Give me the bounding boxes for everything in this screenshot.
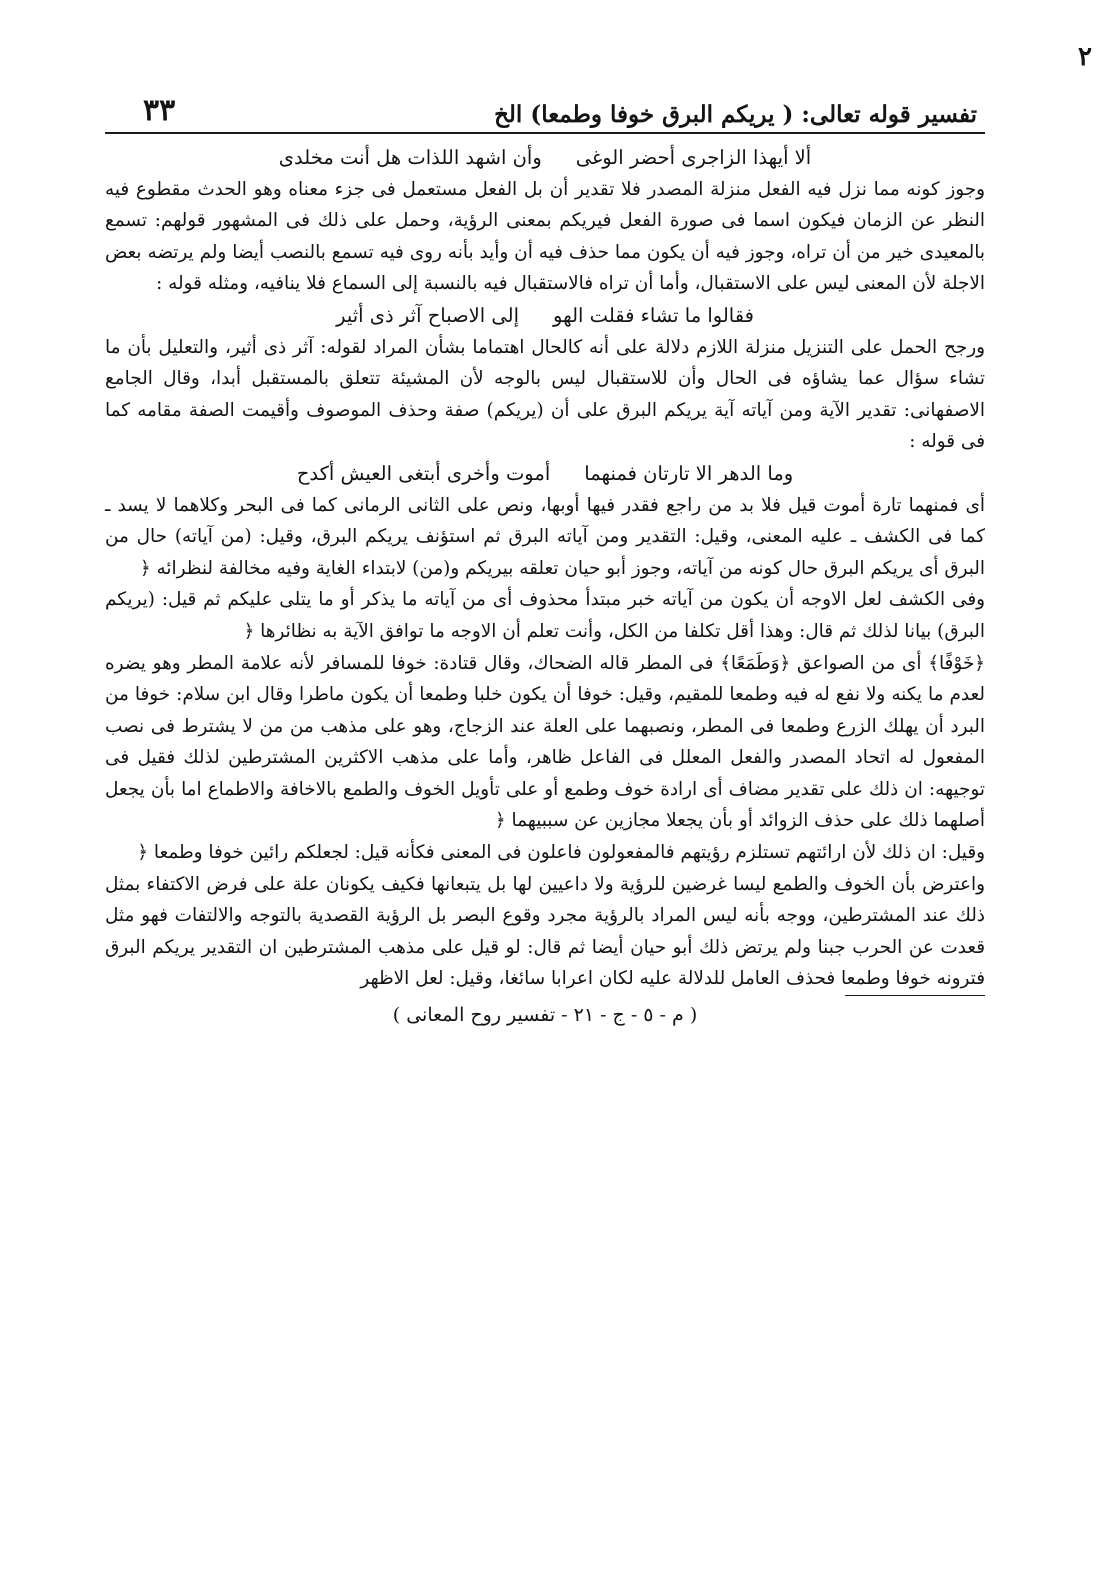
verse-2-hemistich-right: فقالوا ما تشاء فقلت الهو xyxy=(553,303,754,327)
page-corner-mark: ٢ xyxy=(1078,42,1092,72)
verse-3-hemistich-right: وما الدهر الا تارتان فمنهما xyxy=(584,461,794,485)
page xyxy=(105,88,985,1032)
verse-1-hemistich-right: ألا أيهذا الزاجرى أحضر الوغى xyxy=(575,146,812,169)
paragraph-5: ﴿خَوْفًا﴾ أى من الصواعق ﴿وَطَمَعًا﴾ فى المطر قاله الضحاك، وقال قتادة: خوفا للمسافر لأنه علامة المطر وهو يضره لعدم ما يكنه ولا نفع له فيه وطمعا للمقيم، وقيل: خوفا أن يكون خلبا وطمعا أن يكون ماطرا وقال ابن سلام: خوفا من البرد أن يهلك الزرع وطمعا فى المطر، ونصبهما على العلة عند الزجاج، وهو على مذهب من من لا يشترط فى نصب المفعول له اتحاد المصدر والفعل المعلل فى الفاعل ظاهر، وأما على مذهب الاكثرين المشترطين لذلك فقيل فى توجيهه: ان ذلك على تقدير مضاف أى ارادة خوف وطمع أو على تأويل الخوف والطمع بالاخافة والاطماع اما بأن يجعل أصلهما ذلك على حذف الزوائد أو بأن يجعلا مجازين عن سببيهما ﴿ xyxy=(105,652,985,832)
paragraph-3: أى فمنهما تارة أموت قيل فلا بد من راجع فقدر فيها أوبها، ونص على الثانى الرمانى كما فى البحر وكلاهما لا يسد ـ كما فى الكشف ـ عليه المعنى، وقيل: التقدير ومن آياته البرق ثم استؤنف يريكم البرق، وقيل: (من آياته) حال من البرق أى يريكم البرق حال كونه من آياته، وجوز أبو حيان تعلقه بيريكم و(من) لابتداء الغاية وفيه مخالفة لنظرائه ﴿ xyxy=(105,494,985,579)
verse-2 xyxy=(105,300,985,332)
verse-2-hemistich-left: إلى الاصباح آثر ذى أثير xyxy=(336,303,520,327)
verse-1 xyxy=(105,142,985,174)
paragraph-4: وفى الكشف لعل الاوجه أن يكون من آياته خبر مبتدأ محذوف أى من آياته ما يذكر أو ما يتلى عليكم ثم قيل: (يريكم البرق) بيانا لذلك ثم قال: وهذا أقل تكلفا من الكل، وأنت تعلم أن الاوجه ما توافق الآية به نظائرها ﴿ xyxy=(105,589,985,642)
page-number: ٣٣ xyxy=(143,93,176,128)
paragraph-2: ورجح الحمل على التنزيل منزلة اللازم دلالة على أنه كالحال اهتماما بشأن المراد لقوله: آثر ذى أثير، والتعليل بأن ما تشاء سؤال عما يشاؤه فى الحال وأن للاستقبال ليس بالوجه لأن المشيئة تتعلق بالمستقبل أبدا، وقال الجامع الاصفهانى: تقدير الآية ومن آياته آية يريكم البرق على أن (يريكم) صفة وحذف الموصوف وأقيمت الصفة مقامه كما فى قوله : xyxy=(105,336,985,453)
paragraph-6: وقيل: ان ذلك لأن ارائتهم تستلزم رؤيتهم فالمفعولون فاعلون فى المعنى فكأنه قيل: لجعلكم رائين خوفا وطمعا ﴿ xyxy=(137,842,985,864)
verse-3 xyxy=(105,458,985,490)
body-text xyxy=(105,142,985,1032)
paragraph-1: وجوز كونه مما نزل فيه الفعل منزلة المصدر فلا تقدير أن بل الفعل مستعمل فى جزء معناه وهو الحدث مقطوع فيه النظر عن الزمان فيكون اسما فى صورة الفعل فيريكم بمعنى الرؤية، وحمل على ذلك فى المشهور قولهم: تسمع بالمعيدى خير من أن تراه، وجوز فيه أن يكون مما حذف فيه أن وأيد بأنه روى فيه تسمع بالنصب أيضا ولم يرتضه بعض الاجلة لأن المعنى ليس على الاستقبال، وأما أن تراه فالاستقبال فيه بالنسبة إلى السماع فلا ينافيه، ومثله قوله : xyxy=(105,178,985,295)
verse-3-hemistich-left: أموت وأخرى أبتغى العيش أكدح xyxy=(296,461,551,485)
verse-1-hemistich-left: وأن اشهد اللذات هل أنت مخلدى xyxy=(278,146,542,169)
running-header xyxy=(105,88,985,134)
header-title: تفسير قوله تعالى: ( يريكم البرق خوفا وطمعا) الخ xyxy=(494,101,977,128)
paragraph-7: واعترض بأن الخوف والطمع ليسا غرضين للرؤية ولا داعيين لها بل يتبعانها فكيف يكونان علة على فرض الاكتفاء بمثل ذلك عند المشترطين، ووجه بأنه ليس المراد بالرؤية مجرد وقوع البصر بل الرؤية القصدية بالتوجه والالتفات فهو مثل قعدت عن الحرب جبنا ولم يرتض ذلك أبو حيان أيضا ثم قال: لو قيل على مذهب المشترطين ان التقدير يريكم البرق فترونه خوفا وطمعا فحذف العامل للدلالة عليه لكان اعرابا سائغا، وقيل: لعل الاظهر xyxy=(105,873,985,990)
footer-rule xyxy=(845,995,985,996)
signature-line: ( م - ٥ - ج - ٢١ - تفسير روح المعانى ) xyxy=(392,1004,698,1027)
